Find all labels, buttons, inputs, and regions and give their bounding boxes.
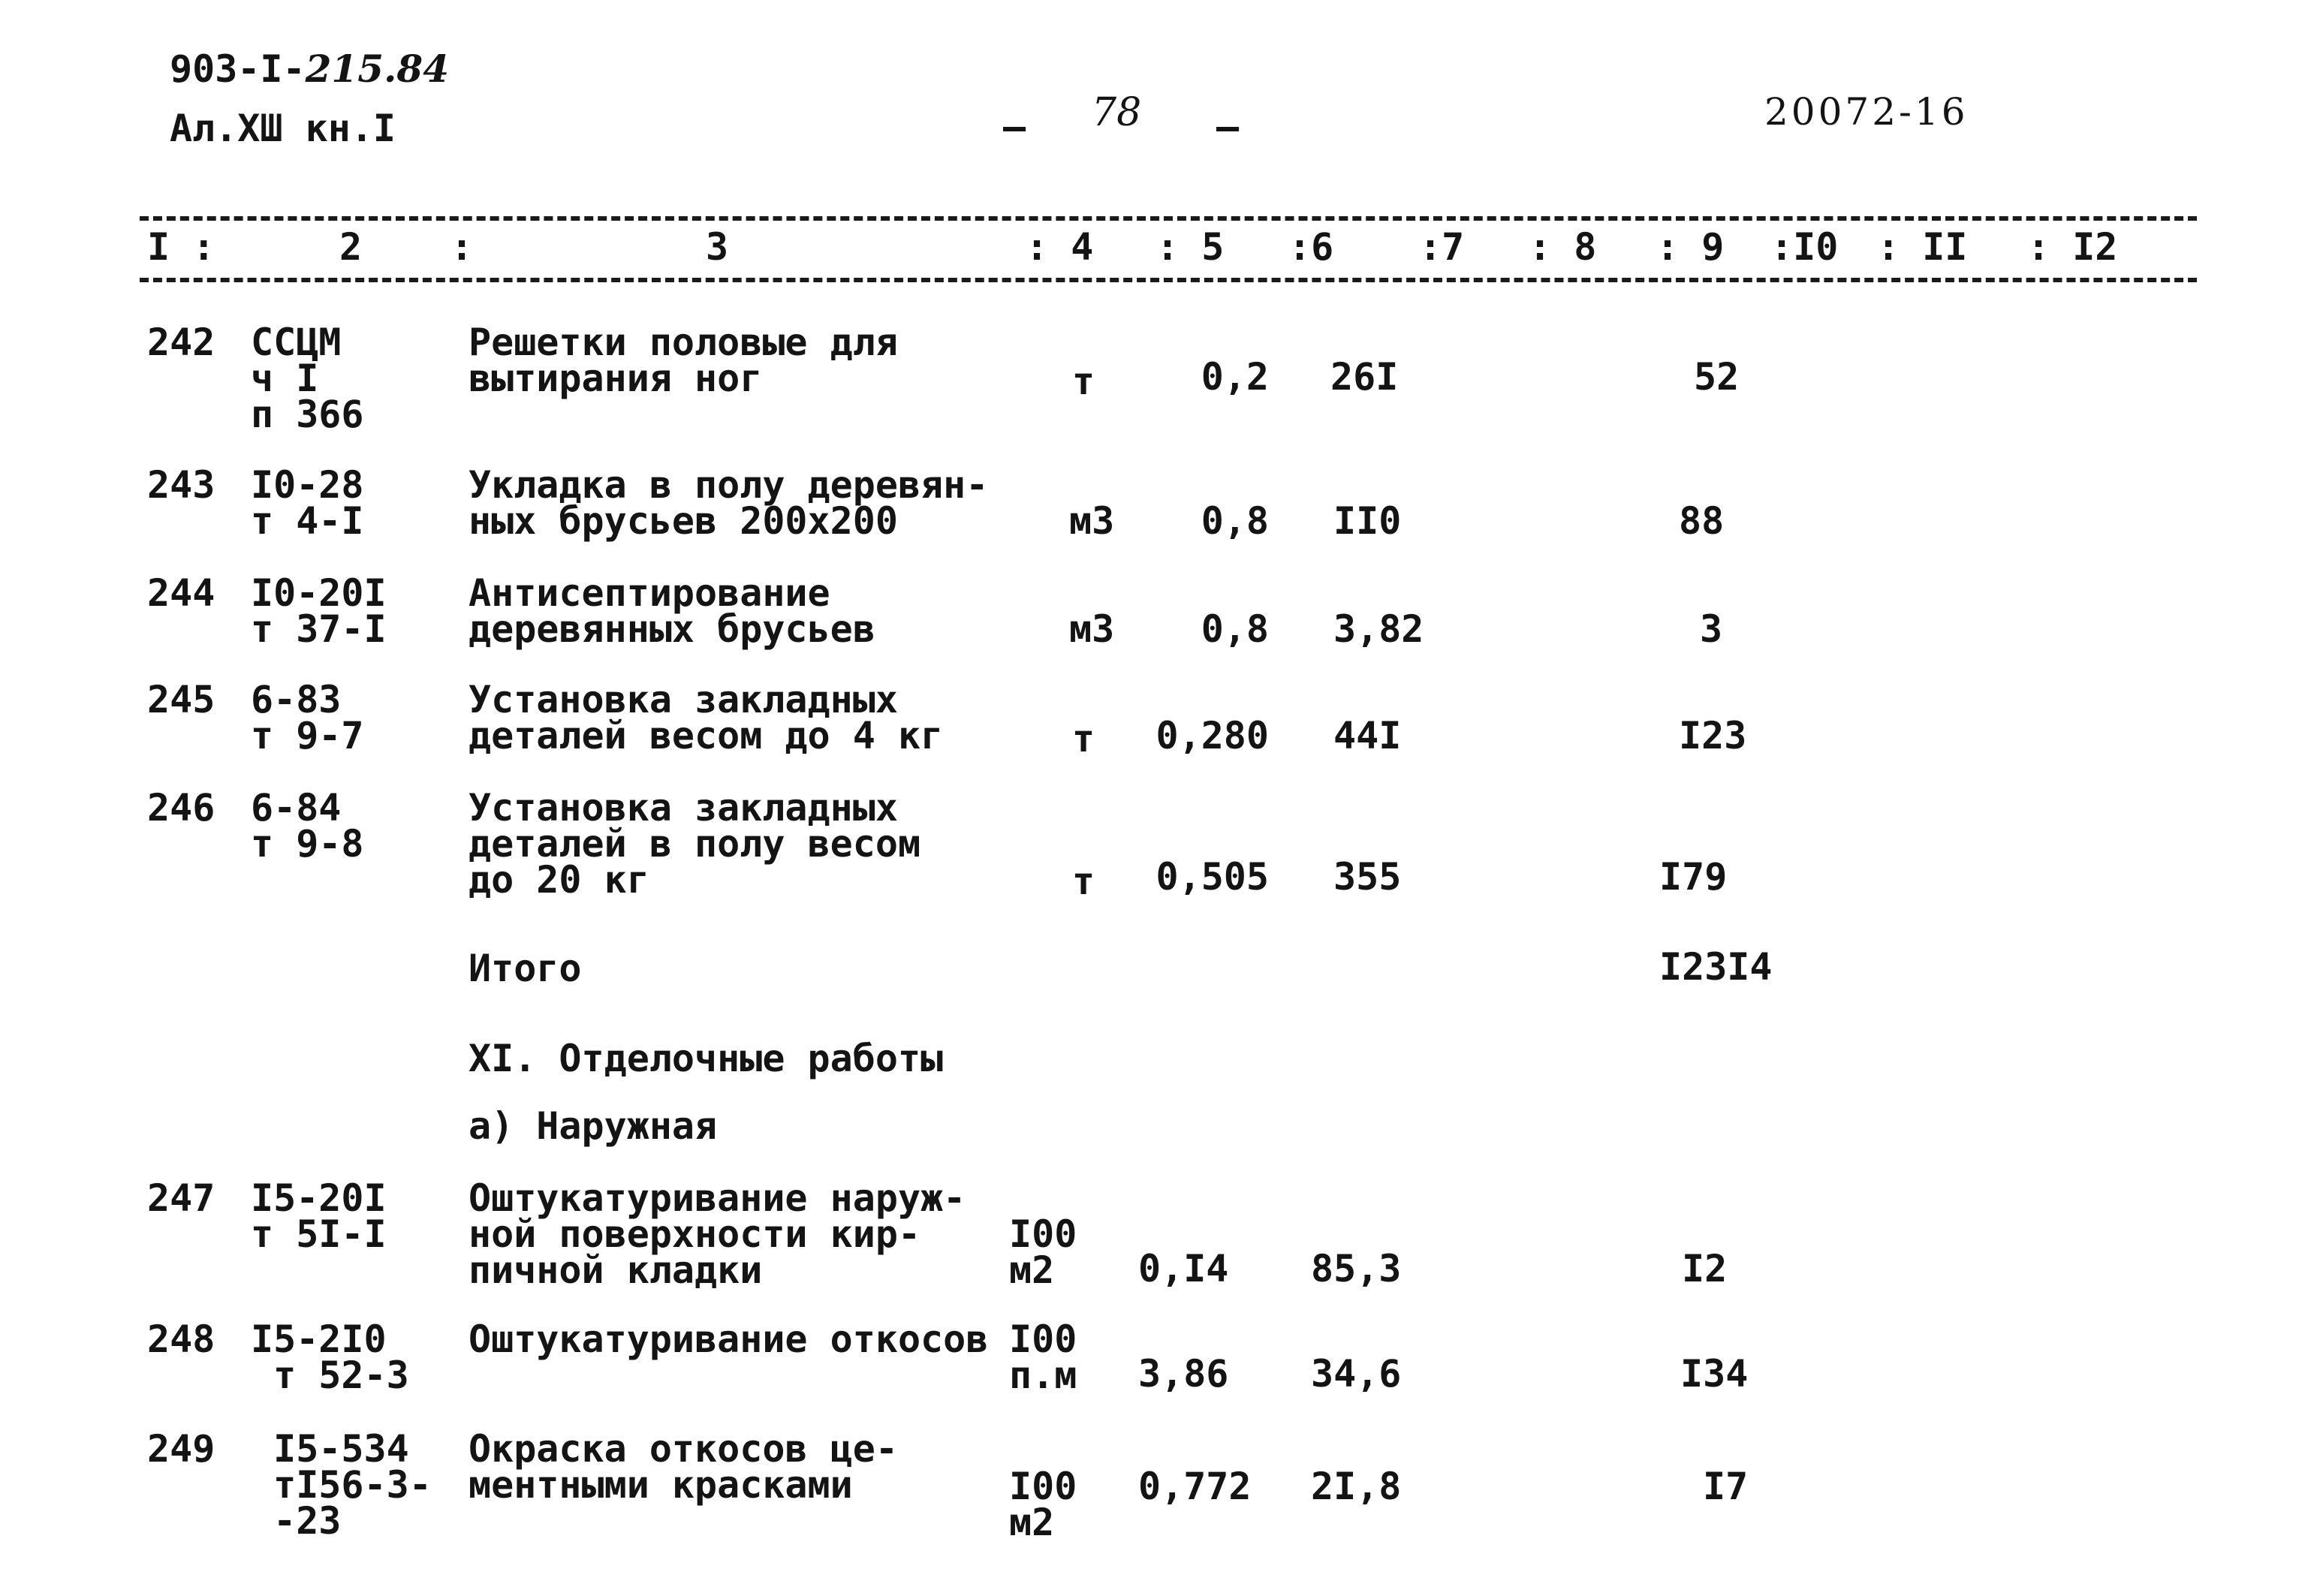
row-total: I23 — [1679, 714, 1747, 757]
row-number: 246 — [147, 786, 215, 830]
row-price: 34,6 — [1311, 1352, 1402, 1396]
row-quantity: 0,8 — [1201, 499, 1269, 543]
header-bottom-rule — [140, 278, 2197, 282]
row-total: I2 — [1682, 1247, 1728, 1290]
row-number: 248 — [147, 1317, 215, 1361]
row-number: 244 — [147, 571, 215, 615]
row-number: 243 — [147, 463, 215, 507]
row-unit: I00 м2 — [1009, 1465, 1077, 1544]
col-header-4: : 4 — [1026, 225, 1094, 269]
col-header-11: : II — [1877, 225, 1968, 269]
page-dash-left: – — [1003, 105, 1026, 149]
col-header-9: : 9 — [1656, 225, 1725, 269]
sheet-code: 20072-16 — [1764, 90, 1969, 134]
col-header-1: I : — [147, 225, 215, 269]
row-description: Антисептирование деревянных брусьев — [469, 571, 875, 651]
page-number: 78 — [1092, 90, 1142, 135]
row-number: 247 — [147, 1176, 215, 1220]
row-number: 249 — [147, 1427, 215, 1471]
row-total: I79 — [1659, 855, 1728, 899]
row-code: I5-2I0 т 52-3 — [251, 1317, 409, 1397]
row-description: Окраска откосов це- ментными красками — [469, 1427, 898, 1507]
row-total: 88 — [1679, 499, 1725, 543]
row-number: 245 — [147, 678, 215, 721]
row-code: 6-84 т 9-8 — [251, 786, 364, 866]
row-total: 52 — [1694, 355, 1740, 399]
row-unit: м3 — [1069, 499, 1115, 543]
subtotal-value: I23I4 — [1659, 945, 1773, 989]
album-reference: Ал.XШ кн.I — [170, 107, 396, 150]
row-price: 26I — [1330, 355, 1399, 399]
row-quantity: 0,I4 — [1138, 1247, 1229, 1290]
row-unit: т — [1072, 860, 1095, 903]
col-header-7: :7 — [1419, 225, 1465, 269]
row-code: I5-534 тI56-3- -23 — [273, 1427, 432, 1543]
col-header-3-sep: : — [450, 225, 474, 269]
row-price: 2I,8 — [1311, 1465, 1402, 1508]
row-code: I0-20I т 37-I — [251, 571, 387, 651]
row-price: 3,82 — [1333, 607, 1424, 651]
row-quantity: 0,772 — [1138, 1465, 1252, 1508]
row-number: 242 — [147, 321, 215, 364]
col-header-12: : I2 — [2027, 225, 2118, 269]
col-header-3: 3 — [706, 225, 729, 269]
document-code-handwritten: 215.84 — [305, 47, 449, 91]
row-code: I5-20I т 5I-I — [251, 1176, 387, 1256]
row-price: 44I — [1333, 714, 1402, 757]
row-price: 355 — [1333, 855, 1402, 899]
row-quantity: 0,505 — [1155, 855, 1269, 899]
row-description: Решетки половые для вытирания ног — [469, 321, 898, 400]
row-description: Укладка в полу деревян- ных брусьев 200х200 — [469, 463, 989, 543]
row-description: Установка закладных деталей в полу весом до 20 кг — [469, 786, 921, 902]
col-header-8: : 8 — [1529, 225, 1597, 269]
col-header-10: :I0 — [1770, 225, 1839, 269]
row-code: 6-83 т 9-7 — [251, 678, 364, 757]
subsection-title: а) Наружная — [469, 1104, 718, 1148]
row-price: II0 — [1333, 499, 1402, 543]
document-code — [170, 47, 449, 91]
col-header-5: : 5 — [1156, 225, 1225, 269]
row-unit: т — [1072, 717, 1095, 760]
row-description: Установка закладных деталей весом до 4 кг — [469, 678, 944, 757]
row-quantity: 0,280 — [1155, 714, 1269, 757]
row-total: I7 — [1703, 1465, 1749, 1508]
row-quantity: 3,86 — [1138, 1352, 1229, 1396]
row-unit: I00 п.м — [1009, 1317, 1077, 1397]
row-description: Оштукатуривание откосов — [469, 1317, 989, 1361]
col-header-2: 2 — [339, 225, 363, 269]
row-total: I34 — [1680, 1352, 1749, 1396]
row-code: ССЦМ ч I п 366 — [251, 321, 364, 436]
row-total: 3 — [1700, 607, 1723, 651]
header-top-rule — [140, 216, 2197, 221]
subtotal-label: Итого — [469, 947, 582, 990]
row-unit: I00 м2 — [1009, 1212, 1077, 1292]
row-description: Оштукатуривание наруж- ной поверхности кир- пичной кладки — [469, 1176, 966, 1292]
row-price: 85,3 — [1311, 1247, 1402, 1290]
row-unit: м3 — [1069, 607, 1115, 651]
row-quantity: 0,8 — [1201, 607, 1269, 651]
row-code: I0-28 т 4-I — [251, 463, 364, 543]
document-code-printed: 903-I- — [170, 47, 306, 91]
row-unit: т — [1072, 360, 1095, 403]
page-dash-right: – — [1216, 105, 1240, 149]
section-title: XI. Отделочные работы — [469, 1037, 944, 1080]
col-header-6: :6 — [1288, 225, 1334, 269]
row-quantity: 0,2 — [1201, 355, 1269, 399]
